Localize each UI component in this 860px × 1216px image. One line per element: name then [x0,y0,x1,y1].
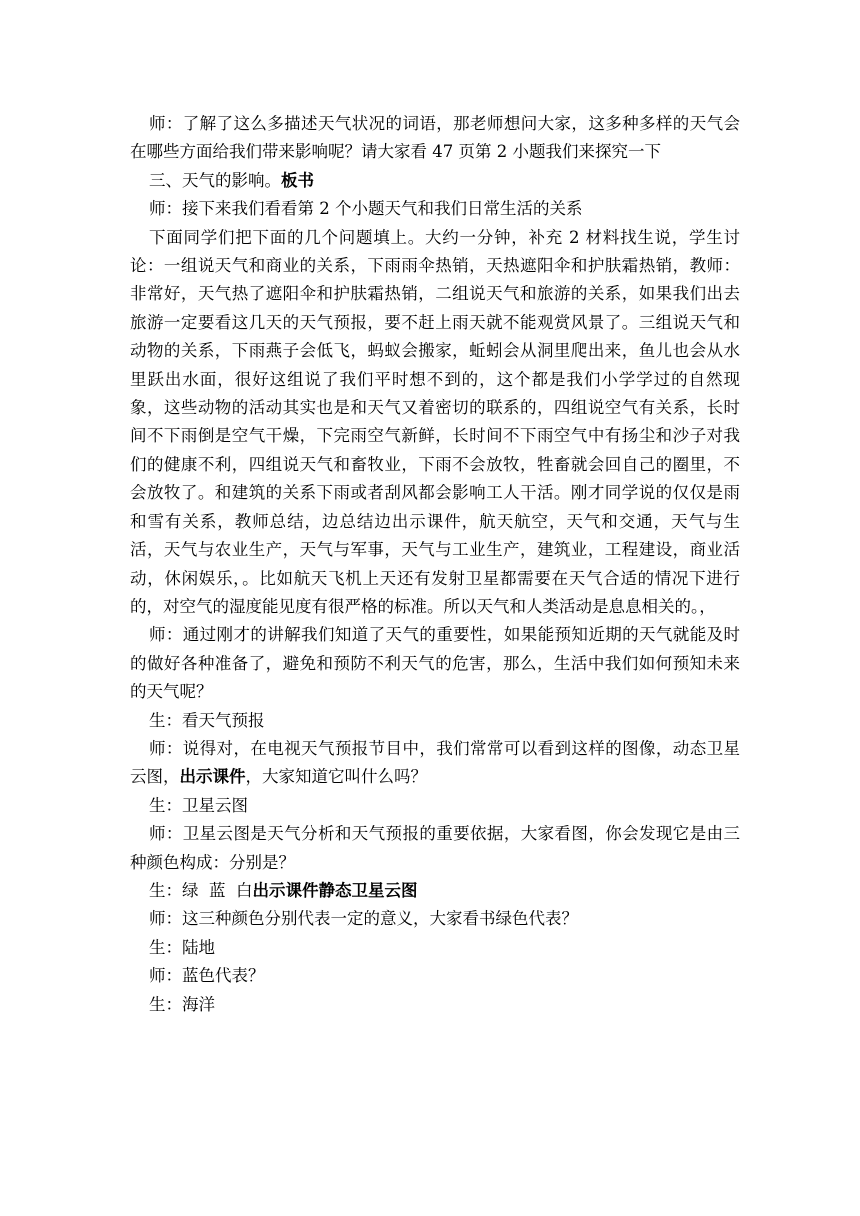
text-run: 师：卫星云图是天气分析和天气预报的重要依据，大家看图，你会发现它是由三种颜色构成：分别是？ [130,824,740,872]
paragraph [130,621,740,706]
bold-note: 出示课件 [179,767,246,787]
paragraph [130,962,740,990]
paragraph [130,934,740,962]
paragraph [130,224,740,622]
paragraph [130,735,740,792]
paragraph [130,195,740,223]
bold-note: 出示课件静态卫星云图 [252,880,418,900]
bold-note: 板书 [280,170,314,190]
text-run: 生：卫星云图 [148,795,248,815]
text-run: 师：接下来我们看看第 2 个小题天气和我们日常生活的关系 [148,199,583,219]
text-run: 师：说得对，在电视天气预报节目中，我们常常可以看到这样的图像，动态卫星云图， [130,738,740,787]
text-run: 下面同学们把下面的几个问题填上。大约一分钟，补充 2 材料找生说，学生讨论：一组说天气和商业的关系，下雨雨伞热销，天热遮阳伞和护肤霜热销，教师：非常好，天气热了遮阳伞和护肤霜热销，二组说天气和旅游的关系，如果我们出去旅游一定要看这几天的天气预报，要不赶上雨天就不能观赏风景了。三组说天气和动物的关系，下雨燕子会低飞，蚂蚁会搬家，蚯蚓会从洞里爬出来，鱼儿也会从水里跃出水面，很好这组说了我们平时想不到的，这个都是我们小学学过的自然现象，这些动物的活动其实也是和天气又着密切的联系的，四组说空气有关系，长时间不下雨倒是空气干燥，下完雨空气新鲜，长时间不下雨空气中有扬尘和沙子对我们的健康不利，四组说天气和畜牧业，下雨不会放牧，牲畜就会回自己的圈里，不会放牧了。和建筑的关系下雨或者刮风都会影响工人干活。刚才同学说的仅仅是雨和雪有关系，教师总结，边总结边出示课件，航天航空，天气和交通，天气与生活，天气与农业生产，天气与军事，天气与工业生产，建筑业，工程建设，商业活动，休闲娱乐，。比如航天飞机上天还有发射卫星都需要在天气合适的情况下进行的，对空气的湿度能见度有很严格的标准。所以天气和人类活动是息息相关的。， [130,227,740,616]
paragraph [130,110,740,167]
paragraph [130,820,740,877]
text-run: 生：海洋 [148,994,215,1014]
paragraph [130,905,740,933]
text-run: 三、天气的影响。 [148,170,281,190]
paragraph [130,707,740,735]
text-run: 师：这三种颜色分别代表一定的意义，大家看书绿色代表？ [148,909,578,929]
text-run: 生：陆地 [148,937,215,957]
text-run: 师：通过刚才的讲解我们知道了天气的重要性，如果能预知近期的天气就能及时的做好各种准备了，避免和预防不利天气的危害，那么，生活中我们如何预知未来的天气呢？ [130,625,740,702]
text-run: 师：蓝色代表？ [148,966,265,986]
text-run: 生：绿 蓝 白 [148,880,253,900]
document-page [130,110,740,1019]
section-heading [130,167,740,195]
text-run: 师：了解了这么多描述天气状况的词语，那老师想问大家，这多种多样的天气会在哪些方面给我们带来影响呢？请大家看 47 页第 2 小题我们来探究一下 [130,114,740,162]
text-run: ，大家知道它叫什么吗？ [245,767,427,787]
paragraph [130,877,740,905]
paragraph [130,991,740,1019]
text-run: 生：看天气预报 [148,710,265,730]
paragraph [130,792,740,820]
